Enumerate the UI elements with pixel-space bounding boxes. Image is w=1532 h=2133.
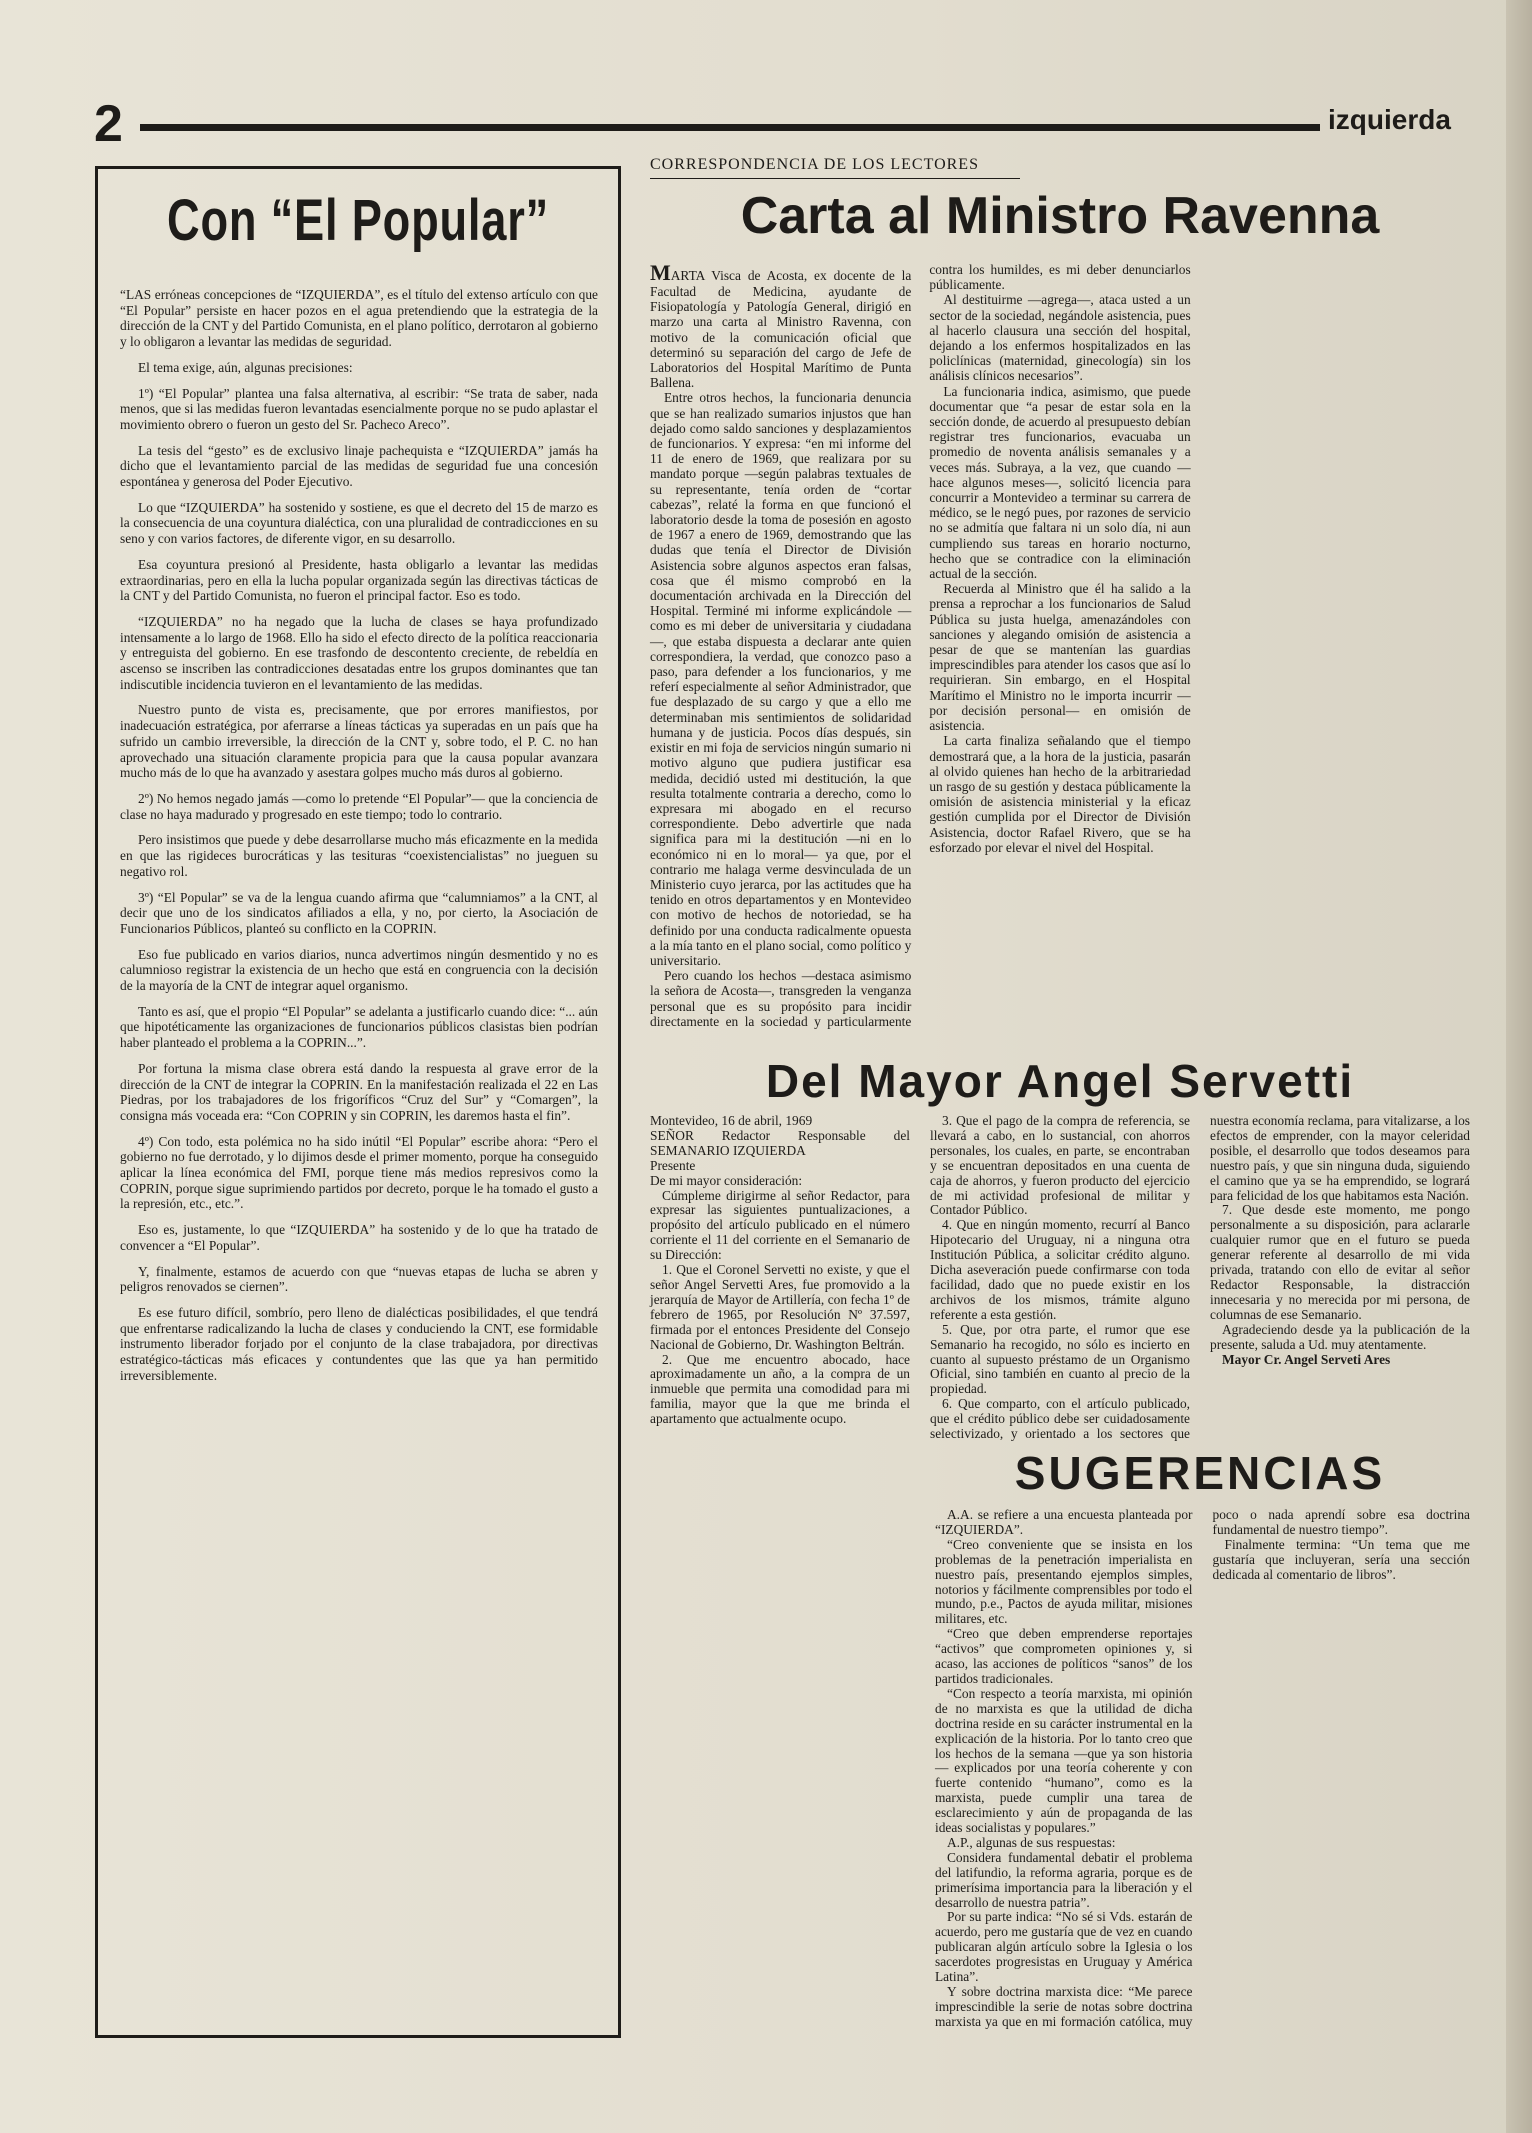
mayor-body [650,1114,1470,1448]
paragraph: A.A. se refiere a una encuesta planteada por “IZQUIERDA”. [935,1507,1193,1537]
paragraph: 1. Que el Coronel Servetti no existe, y que el señor Angel Servetti Ares, fue promovido a la jerarquía de Mayor de Artillería, con fecha 1º de febrero de 1965, por Resolución Nº 37.597, firmada por el entonces Presidente del Consejo Nacional de Gobierno, Dr. Washington Beltrán. [650,1262,910,1352]
paragraph: Cúmpleme dirigirme al señor Redactor, para expresar las siguientes puntualizaciones, a propósito del artículo publicado en el número corriente el 11 del corriente en el Semanario de su Dirección: [650,1187,910,1263]
paragraph: Por fortuna la misma clase obrera está dando la respuesta al grave error de la dirección de la CNT de integrar la COPRIN. En la manifestación realizada el 22 en Las Piedras, por los trabajadores de los frigoríficos “Cruz del Sur” y “Comargen”, la consigna más voceada era: “Con COPRIN y sin COPRIN, les daremos hasta el fin”. [120,1060,598,1123]
paragraph: La tesis del “gesto” es de exclusivo linaje pachequista e “IZQUIERDA” jamás ha dicho que el levantamiento parcial de las medidas de seguridad fue una concesión espontánea y generosa del Poder Ejecutivo. [120,442,598,490]
paragraph: Y sobre doctrina marxista dice: “Me parece imprescindible la serie de notas sobre doctrina marxista ya que en mi formación católica, muy poco o nada aprendí sobre esa doctrina fundamental de nuestro tiempo”. [935,1507,1470,2029]
mayor-headline: Del Mayor Angel Servetti [765,1055,1355,1107]
section-label: CORRESPONDENCIA DE LOS LECTORES [650,156,979,173]
paragraph: De mi mayor consideración: [650,1172,803,1188]
paragraph: Al destituirme —agrega—, ataca usted a un sector de la sociedad, negándole asistencia, pues al hacerlo clausura una sección del hospital, dejando a los enfermos hospitalizados en las policlínicas (maternidad, ginecología) sin los análisis clínicos necesarios”. [929,292,1191,384]
masthead: izquierda [1328,104,1451,135]
sugerencias-body [935,1508,1470,2038]
presente: Presente [650,1157,696,1173]
paragraph: Nuestro punto de vista es, precisamente, que por errores manifiestos, por inadecuación estratégica, por aferrarse a líneas tácticas ya superadas en un país que ha sufrido un cambio irreversible, la dirección de la CNT y, sobre todo, el P. C. no han aprovechado una situación claramente propicia para que la causa popular avanzara mucho más de lo que ha avanzado y asestara golpes mucho más duros al gobierno. [120,702,598,781]
paragraph: Y, finalmente, estamos de acuerdo con que “nuevas etapas de lucha se abren y peligros renovados se ciernen”. [120,1263,598,1295]
el-popular-title: Con “El Popular” [167,188,549,253]
el-popular-article-box [95,166,621,2038]
paragraph: Esa coyuntura presionó al Presidente, hasta obligarlo a levantar las medidas extraordinarias, pero en ella la lucha popular organizada según las directivas tácticas de la CNT y del Partido Comunista, no fueron el principal factor. Eso es todo. [120,556,598,604]
paragraph: La funcionaria indica, asimismo, que puede documentar que “a pesar de estar sola en la sección donde, de acuerdo al presupuesto debían registrar tres funcionarios, evacuaba un promedio de noventa análisis semanales y a veces más. Subraya, a la vez, que cuando —hace algunos meses—, solicitó licencia para concurrir a Montevideo a terminar su carrera de médico, se le negó pues, por razones de servicio no se admitía que faltara ni un solo día, ni aun cumpliendo sus tareas en horario nocturno, hecho que se contradice con la eliminación actual de la sección. [929,383,1191,582]
el-popular-body [120,287,598,1393]
paragraph: Finalmente termina: “Un tema que me gustaría que incluyeran, sería una sección dedicada al comentario de libros”. [1212,1536,1470,1582]
paragraph: Considera fundamental debatir el problema del latifundio, la reforma agraria, porque es de primerísima importancia para la liberación y el desarrollo de nuestra patria”. [935,1849,1193,1910]
sugerencias-headline: SUGERENCIAS [1014,1447,1386,1499]
paragraph: “IZQUIERDA” no ha negado que la lucha de clases se haya profundizado intensamente a lo largo de 1968. Ello ha sido el efecto directo de la política reaccionaria y entreguista del gobierno. En ese trasfondo de descontento creciente, de rebeldía en ascenso se inscriben las contradicciones desatadas entre los grupos dominantes que tan indiscutible incidencia tuvieron en el levantamiento de las medidas. [120,613,598,692]
paragraph: 6. Que comparto, con el artículo publicado, que el crédito público debe ser cuidadosamente selectivizado, y orientado a los sectores que nuestra economía reclama, para vitalizarse, a los efectos de emprender, con la mayor celeridad posible, el desarrollo que todos deseamos para nuestro país, y que sin ninguna duda, siguiendo el camino que ya se ha emprendido, se logrará para felicidad de los que habitamos esta Nación. [930,1113,1470,1442]
paragraph: Tanto es así, que el propio “El Popular” se adelanta a justificarlo cuando dice: “... aún que hipotéticamente las organizaciones de funcionarios públicos clasistas bien podrían haber planteado el problema a la COPRIN...”. [120,1003,598,1051]
paragraph: La carta finaliza señalando que el tiempo demostrará que, a la hora de la justicia, pasarán al olvido quienes han hecho de la arbitrariedad un rasgo de su gestión y destaca públicamente la omisión de asistencia ministerial y la eficaz gestión cumplida por el Director de División Asistencia, doctor Rafael Rivero, que se ha esforzado por elevar el nivel del Hospital. [929,733,1191,855]
paragraph: Agradeciendo desde ya la publicación de la presente, saluda a Ud. muy atentamente. [1210,1321,1470,1352]
paragraph: Pero cuando los hechos —destaca asimismo la señora de Acosta—, transgreden la venganza personal que es su propósito para incidir directamente en la sociedad y particularmente contra los humildes, es mi deber denunciarlos públicamente. [650,262,1191,1029]
paragraph-text: ARTA Visca de Acosta, ex docente de la Facultad de Medicina, ayudante de Fisiopatología y Patología General, dirigió en marzo una carta al Ministro Ravenna, con motivo de la comunicación oficial que determinó su separación del cargo de Jefe de Laboratorios del Hospital Marítimo de Punta Ballena. [650,268,912,391]
signature: Mayor Cr. Angel Serveti Ares [1222,1351,1391,1367]
paragraph: “Creo conveniente que se insista en los problemas de la penetración imperialista en nuestro país, presentando ejemplos simples, notorios y fácilmente comprensibles por todo el mundo, p.e., Pactos de ayuda militar, misiones militares, etc. [935,1536,1193,1627]
paragraph: Recuerda al Ministro que él ha salido a la prensa a reprochar a los funcionarios de Salud Pública su justa huelga, amenazándoles con sanciones y alegando omisión de asistencia a pesar de que se mantenían las guardias imprescindibles para atender los casos que así lo requirieran. Sin embargo, en el Hospital Marítimo el Ministro no le importa incurrir —por decisión personal— en omisión de asistencia. [929,581,1191,734]
paragraph: 4. Que en ningún momento, recurrí al Banco Hipotecario del Uruguay, ni a ninguna otra Institución Pública, a solicitar crédito alguno. Dicha aseveración puede confirmarse con toda facilidad, dado que no puede existir en los archivos de los mismos, trámite alguno referente a esta gestión. [930,1217,1190,1322]
letter-headline: Carta al Ministro Ravenna [740,187,1380,245]
paragraph: Por su parte indica: “No sé si Vds. estarán de acuerdo, pero me gustaría que de vez en cuando publicaran algún artículo sobre la Iglesia o los sacerdotes progresistas en Uruguay y América Latina”. [935,1909,1193,1985]
paragraph [650,262,911,390]
paragraph: Entre otros hechos, la funcionaria denuncia que se han realizado sumarios injustos que han dejado como saldo sanciones y desplazamientos de funcionarios. Y expresa: “en mi informe del 11 de enero de 1969, que realizara por su mandato porque —según palabras textuales de su representante, tenía orden de “cortar cabezas”, relaté la forma en que funcionó el laboratorio desde la toma de posesión en agosto de 1967 a enero de 1969, demostrando que las dudas que tenía el Director de División Asistencia sobre algunos aspectos eran falsas, cosa que él mismo comprobó en la documentación archivada en la Dirección del Hospital. Terminé mi informe explicándole —como es mi deber de universitaria y ciudadana—, que estaba dispuesta a declarar ante quien correspondiera, la verdad, que conozco paso a paso, para defender a los funcionarios, y me referí especialmente al señor Administrador, que fue desplazado de su cargo y que a ello me determinaban mis sentimientos de solidaridad humana y de justicia. Pocos días después, sin existir en mi foja de servicios ningún sumario ni motivo alguno que pudiera justificar esa medida, decidió usted mi destitución, la que resulta totalmente contraria a derecho, como lo expresara mi abogado en el recurso correspondiente. Debo advertirle que nada significa para mi la destitución —ni en lo económico ni en lo moral— ya que, por el contrario me halaga verme desvinculada de un Ministerio cuyo jerarca, por las actitudes que ha tenido en otros departamentos y en Montevideo con motivo de hechos de notoriedad, se ha definido por una conducta radicalmente opuesta a la mía tanto en el plano social, como político y universitario. [650,390,912,968]
paragraph: El tema exige, aún, algunas precisiones: [138,359,353,375]
letter-body [650,262,1470,1034]
section-rule [650,178,1020,179]
paragraph: “Creo que deben emprenderse reportajes “activos” que comprometen opiniones y, si acaso, las acciones de políticos “sanos” de los partidos tradicionales. [935,1626,1193,1686]
paragraph: 7. Que desde este momento, me pongo personalmente a su disposición, para aclararle cualquier rumor que en el futuro se pueda generar referente al desarrollo de mi vida privada, tratando con ello de evitar al señor Redactor Responsable, la distracción innecesaria y no merecida por mi persona, de columnas de ese Semanario. [1210,1202,1470,1322]
paragraph: “Con respecto a teoría marxista, mi opinión de no marxista es que la utilidad de dicha doctrina reside en su carácter instrumental en la explicación de la historia. Por lo tanto creo que los hechos de la semana —que ya son historia— explicados por una teoría coherente y con fuerte contenido “humano”, como es la marxista, puede cumplir una tarea de esclarecimiento y aún de propaganda de las ideas socialistas y populares.” [935,1685,1193,1836]
header-rule [140,124,1320,131]
paragraph: 2. Que me encuentro abocado, hace aproximadamente un año, a la compra de un inmueble que permita una comodidad para mi familia, mayor que la que me brinda el apartamento que actualmente ocupo. [650,1351,910,1427]
paragraph: Es ese futuro difícil, sombrío, pero lleno de dialécticas posibilidades, el que tendrá que enfrentarse radicalizando la lucha de clases y conduciendo la CNT, ese formidable instrumento liberador forjado por el conjunto de la clase trabajadora, por directivas estratégico-tácticas más eficaces y contundentes que las que ya han permitido irreversiblemente. [120,1304,598,1383]
paragraph: 3. Que el pago de la compra de referencia, se llevará a cabo, en lo sustancial, con ahorros personales, los cuales, en parte, se encontraban y se encuentran depositados en una cuenta de caja de ahorros, y fueron producto del ejercicio de mi actividad profesional de militar y Contador Público. [930,1113,1190,1218]
paragraph: Lo que “IZQUIERDA” ha sostenido y sostiene, es que el decreto del 15 de marzo es la consecuencia de una coyuntura dialéctica, con una pluralidad de contradicciones en su seno y con varios factores, de diferente vigor, en su desarrollo. [120,499,598,547]
dropcap: M [650,260,671,285]
dateline: Montevideo, 16 de abril, 1969 [650,1113,813,1128]
paragraph: 1º) “El Popular” plantea una falsa alternativa, al escribir: “Se trata de saber, nada menos, que si las medidas fueron levantadas esencialmente porque no se pudo aplastar el movimiento obrero o fueron un gesto del Sr. Pacheco Areco”. [120,385,598,432]
paragraph: 2º) No hemos negado jamás —como lo pretende “El Popular”— que la conciencia de clase no haya madurado y progresado en este tiempo; todo lo contrario. [120,790,598,822]
page-number: 2 [94,95,123,153]
paragraph: 4º) Con todo, esta polémica no ha sido inútil “El Popular” escribe ahora: “Pero el gobierno no fue derrotado, y lo dijimos desde el primer momento, porque ha conseguido aplicar la línea económica del FMI, porque tiene más medios represivos como la COPRIN, porque sigue suprimiendo partidos por decreto, porque le ha tomado el gusto a la represión, etc., etc.”. [120,1133,598,1212]
salutation: SEÑOR Redactor Responsable del SEMANARIO IZQUIERDA [650,1127,910,1158]
paragraph: 5. Que, por otra parte, el rumor que ese Semanario ha recogido, no sólo es incierto en cuanto al supuesto préstamo de un Organismo Oficial, sino también en cuanto al precio de la propiedad. [930,1321,1190,1397]
page-edge [1506,0,1532,2133]
paragraph: A.P., algunas de sus respuestas: [947,1834,1116,1850]
paragraph: “LAS erróneas concepciones de “IZQUIERDA”, es el título del extenso artículo con que “El Popular” persiste en hacer pozos en el agua pretendiendo que la estrategia de la dirección de la CNT y del Partido Comunista, en el plano político, derrotaron al gobierno y lo obligaron a levantar las medidas de seguridad. [120,287,598,350]
paragraph: Eso fue publicado en varios diarios, nunca advertimos ningún desmentido y no es calumnioso registrar la existencia de un hecho que está en congruencia con la decisión de la mayoría de la CNT de integrar aquel organismo. [120,946,598,994]
paragraph: Eso es, justamente, lo que “IZQUIERDA” ha sostenido y de lo que ha tratado de convencer a “El Popular”. [120,1222,598,1253]
paragraph: 3º) “El Popular” se va de la lengua cuando afirma que “calumniamos” a la CNT, al decir que uno de los sindicatos afiliados a ella, y no, por cierto, la Asociación de Funcionarios Públicos, planteó su conflicto en la COPRIN. [120,889,598,936]
paragraph: Pero insistimos que puede y debe desarrollarse mucho más eficazmente en la medida en que las rigideces burocráticas y las tesituras “coexistencialistas” no jueguen su negativo rol. [120,832,598,879]
